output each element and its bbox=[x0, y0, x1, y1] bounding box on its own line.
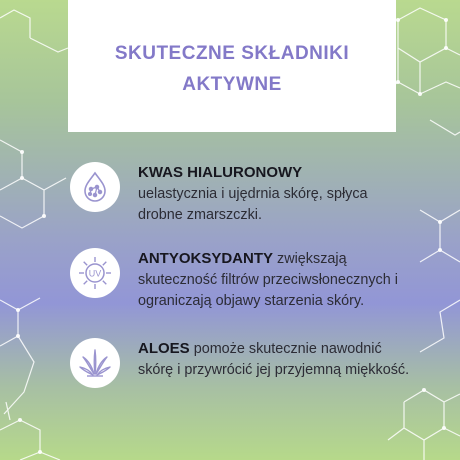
ingredient-title-aloe: ALOES bbox=[138, 340, 190, 357]
ingredient-title-antioxidants: ANTYOKSYDANTY bbox=[138, 250, 274, 267]
ingredient-description-aloe bbox=[138, 338, 410, 381]
ingredient-description-antioxidants bbox=[138, 248, 410, 312]
ingredient-text-hyaluronic: uelastycznia i ujędrnia skórę, spłyca drobne zmarszczki. bbox=[138, 186, 368, 223]
aloe-plant-icon bbox=[70, 338, 120, 388]
ingredient-item-aloe bbox=[70, 338, 410, 418]
ingredient-text-aloe: pomoże skutecznie nawodnić skórę i przywrócić jej przyjemną miękkość. bbox=[138, 341, 410, 378]
ingredient-description-hyaluronic bbox=[138, 162, 410, 226]
header-card bbox=[68, 0, 396, 132]
ingredient-text-antioxidants: zwiększają skuteczność filtrów przeciwsłonecznych i ograniczają objawy starzenia skóry. bbox=[138, 251, 398, 309]
uv-sun-icon bbox=[70, 248, 120, 298]
header-title-line-2: AKTYWNE bbox=[182, 74, 282, 95]
uv-label: UV bbox=[88, 268, 102, 279]
hyaluronic-drop-molecule-icon bbox=[70, 162, 120, 212]
ingredient-title-hyaluronic: KWAS HIALURONOWY bbox=[138, 164, 303, 181]
ingredient-item-hyaluronic bbox=[70, 162, 410, 242]
ingredient-item-antioxidants bbox=[70, 248, 410, 328]
header-title-line-1: SKUTECZNE SKŁADNIKI bbox=[114, 43, 350, 64]
